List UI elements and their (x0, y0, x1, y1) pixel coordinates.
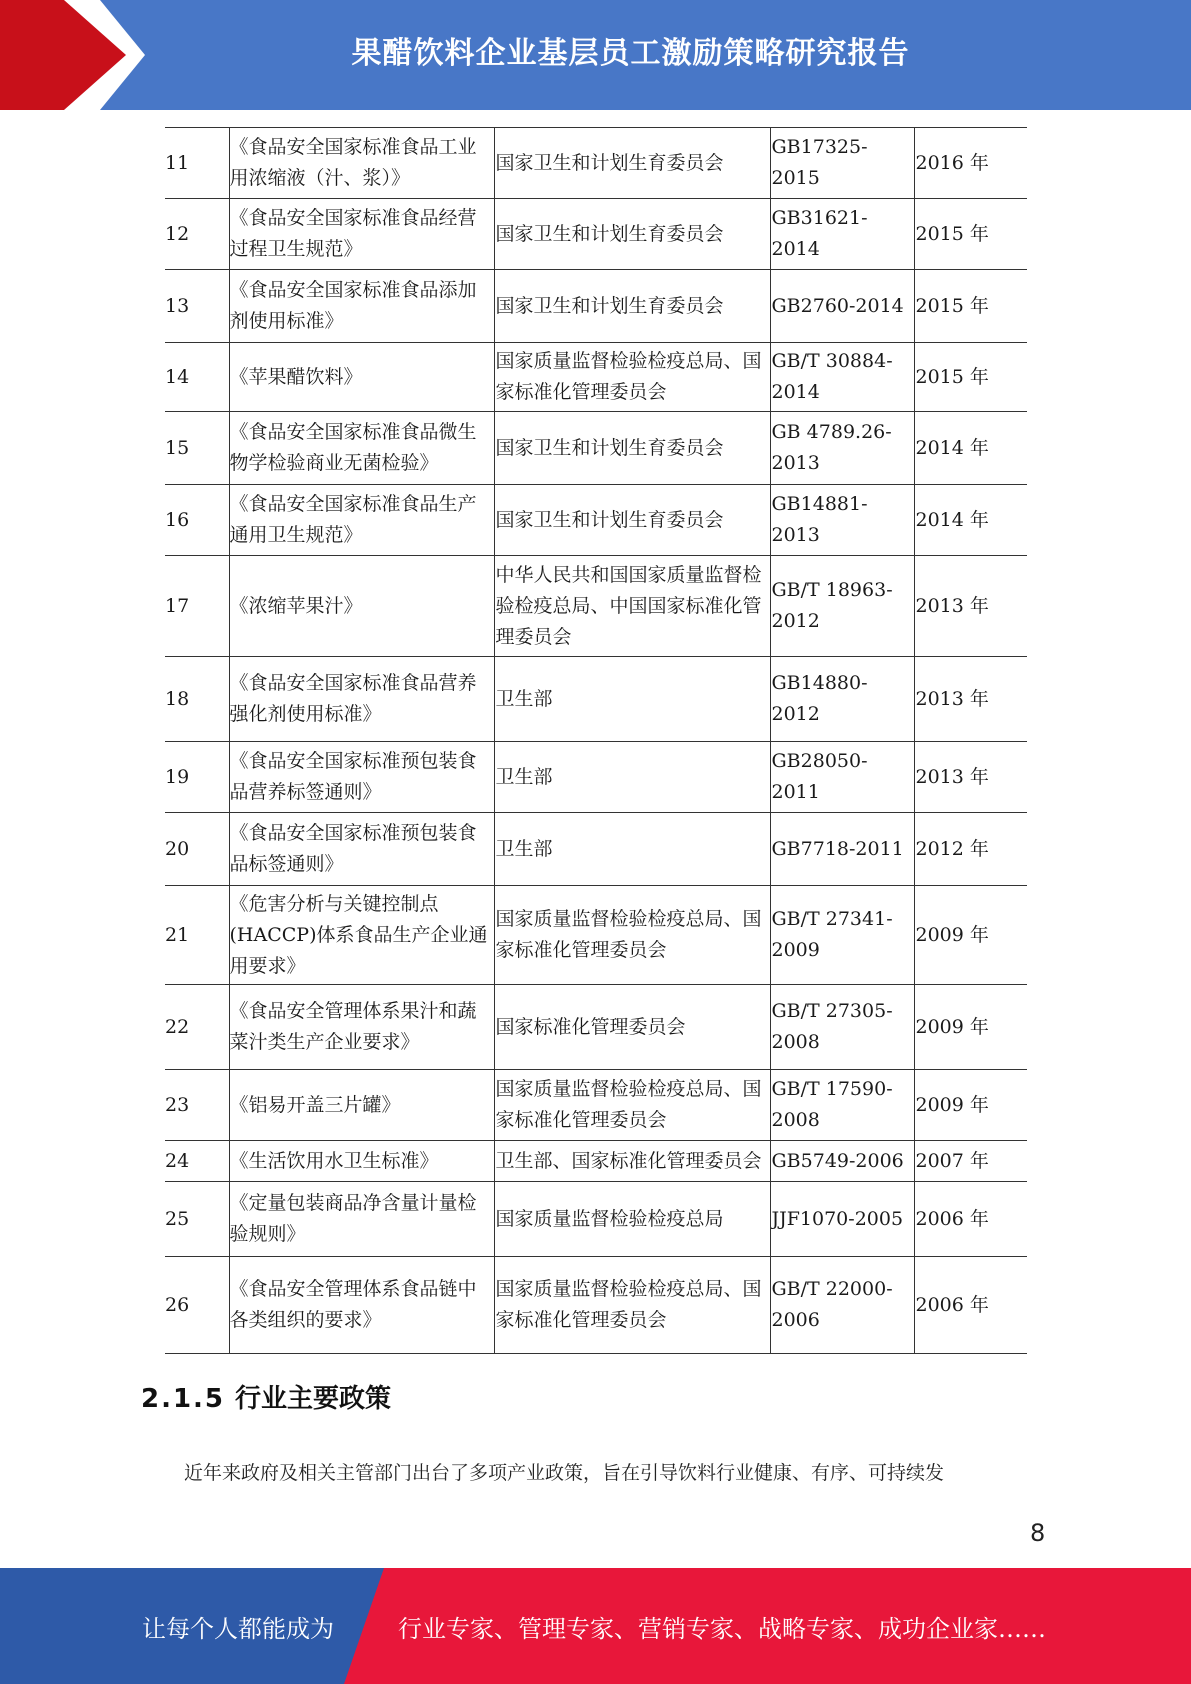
standard-name-cell (229, 1141, 494, 1182)
issuing-authority-cell (494, 886, 770, 985)
issuing-authority: 国家卫生和计划生育委员会 (495, 508, 724, 531)
standard-code-cell (770, 128, 914, 199)
row-number: 22 (165, 1015, 190, 1038)
arrow-logo-icon (0, 0, 160, 110)
row-number: 26 (165, 1293, 190, 1316)
publish-year: 2009 年 (915, 923, 989, 946)
standard-code: GB2760-2014 (771, 294, 904, 317)
table-row (165, 813, 1027, 886)
issuing-authority: 卫生部 (495, 837, 553, 860)
publish-year-cell (914, 270, 1027, 343)
row-number-cell (165, 199, 229, 270)
row-number-cell (165, 985, 229, 1070)
publish-year: 2015 年 (915, 222, 989, 245)
standard-name-cell (229, 813, 494, 886)
standard-name-cell (229, 343, 494, 412)
publish-year-cell (914, 1070, 1027, 1141)
publish-year-cell (914, 556, 1027, 657)
table-row (165, 657, 1027, 742)
publish-year: 2013 年 (915, 687, 989, 710)
standard-name: 《生活饮用水卫生标准》 (229, 1149, 439, 1172)
table-row (165, 270, 1027, 343)
row-number-cell (165, 128, 229, 199)
publish-year: 2016 年 (915, 151, 989, 174)
issuing-authority: 国家卫生和计划生育委员会 (495, 294, 724, 317)
report-title: 果醋饮料企业基层员工激励策略研究报告 (351, 36, 910, 71)
table-row (165, 556, 1027, 657)
publish-year-cell (914, 412, 1027, 485)
issuing-authority: 卫生部、国家标准化管理委员会 (495, 1149, 762, 1172)
row-number-cell (165, 485, 229, 556)
issuing-authority-cell (494, 1070, 770, 1141)
row-number: 12 (165, 222, 190, 245)
publish-year-cell (914, 343, 1027, 412)
standard-code-cell (770, 886, 914, 985)
row-number: 11 (165, 151, 190, 174)
issuing-authority-cell (494, 985, 770, 1070)
section-heading (141, 1378, 391, 1415)
publish-year-cell (914, 1257, 1027, 1354)
row-number: 17 (165, 594, 190, 617)
issuing-authority-cell (494, 270, 770, 343)
issuing-authority-cell (494, 343, 770, 412)
publish-year-cell (914, 886, 1027, 985)
row-number-cell (165, 270, 229, 343)
standard-name: 《食品安全管理体系食品链中各类组织的要求》 (229, 1278, 477, 1331)
row-number: 19 (165, 765, 190, 788)
issuing-authority-cell (494, 128, 770, 199)
issuing-authority: 卫生部 (495, 687, 553, 710)
publish-year-cell (914, 128, 1027, 199)
row-number: 25 (165, 1207, 190, 1230)
issuing-authority-cell (494, 1182, 770, 1257)
standard-code-cell (770, 1182, 914, 1257)
standard-code: GB/T 27305-2008 (771, 1000, 893, 1053)
row-number: 20 (165, 837, 190, 860)
standard-name: 《食品安全管理体系果汁和蔬菜汁类生产企业要求》 (229, 1000, 477, 1053)
standard-code-cell (770, 485, 914, 556)
row-number: 14 (165, 365, 190, 388)
table-row (165, 742, 1027, 813)
publish-year: 2015 年 (915, 365, 989, 388)
publish-year-cell (914, 485, 1027, 556)
standard-name-cell (229, 742, 494, 813)
standard-code: GB/T 27341-2009 (771, 908, 893, 961)
standard-code: GB31621-2014 (771, 207, 868, 260)
publish-year-cell (914, 742, 1027, 813)
standard-code: GB28050-2011 (771, 750, 868, 803)
standards-table-wrap (165, 127, 1027, 1354)
standard-code-cell (770, 556, 914, 657)
issuing-authority: 国家质量监督检验检疫总局、国家标准化管理委员会 (495, 1278, 762, 1331)
table-row (165, 199, 1027, 270)
standards-table (165, 127, 1027, 1354)
body-paragraph: 近年来政府及相关主管部门出台了多项产业政策，旨在引导饮料行业健康、有序、可持续发 (184, 1462, 945, 1484)
table-row (165, 1182, 1027, 1257)
standard-code: GB14880-2012 (771, 672, 868, 725)
standard-code-cell (770, 742, 914, 813)
standard-code: GB 4789.26-2013 (771, 421, 892, 474)
standard-code: GB/T 30884-2014 (771, 350, 893, 403)
standard-code: GB/T 18963-2012 (771, 579, 893, 632)
publish-year: 2006 年 (915, 1207, 989, 1230)
page-number: 8 (1030, 1519, 1046, 1547)
publish-year: 2006 年 (915, 1293, 989, 1316)
standard-name-cell (229, 985, 494, 1070)
standard-code-cell (770, 412, 914, 485)
standard-code: GB/T 22000-2006 (771, 1278, 893, 1331)
row-number-cell (165, 1257, 229, 1354)
standard-code-cell (770, 343, 914, 412)
row-number: 23 (165, 1093, 190, 1116)
standard-code: GB/T 17590-2008 (771, 1078, 893, 1131)
standard-name: 《浓缩苹果汁》 (229, 594, 363, 617)
footer-slogan-left: 让每个人都能成为 (142, 1614, 334, 1643)
issuing-authority-cell (494, 1257, 770, 1354)
row-number-cell (165, 1182, 229, 1257)
standard-name-cell (229, 412, 494, 485)
issuing-authority: 卫生部 (495, 765, 553, 788)
issuing-authority: 中华人民共和国国家质量监督检验检疫总局、中国国家标准化管理委员会 (495, 563, 762, 648)
standard-code: JJF1070-2005 (771, 1207, 904, 1230)
standard-name: 《食品安全国家标准预包装食品营养标签通则》 (229, 750, 477, 803)
issuing-authority: 国家卫生和计划生育委员会 (495, 222, 724, 245)
row-number-cell (165, 742, 229, 813)
row-number-cell (165, 886, 229, 985)
table-row (165, 1070, 1027, 1141)
issuing-authority: 国家质量监督检验检疫总局、国家标准化管理委员会 (495, 1078, 762, 1131)
issuing-authority: 国家质量监督检验检疫总局 (495, 1207, 724, 1230)
issuing-authority: 国家质量监督检验检疫总局、国家标准化管理委员会 (495, 350, 762, 403)
table-row (165, 886, 1027, 985)
issuing-authority-cell (494, 657, 770, 742)
issuing-authority-cell (494, 412, 770, 485)
row-number: 15 (165, 436, 190, 459)
page-footer (0, 1568, 1191, 1684)
row-number: 24 (165, 1149, 190, 1172)
standard-name-cell (229, 270, 494, 343)
table-row (165, 485, 1027, 556)
row-number: 16 (165, 508, 190, 531)
issuing-authority: 国家质量监督检验检疫总局、国家标准化管理委员会 (495, 908, 762, 961)
row-number: 13 (165, 294, 190, 317)
section-number: 2.1.5 (141, 1384, 226, 1414)
table-row (165, 1257, 1027, 1354)
standard-code-cell (770, 199, 914, 270)
standard-name-cell (229, 886, 494, 985)
standard-name: 《食品安全国家标准食品生产通用卫生规范》 (229, 493, 477, 546)
standard-name: 《食品安全国家标准食品添加剂使用标准》 (229, 279, 477, 332)
publish-year-cell (914, 657, 1027, 742)
standard-name-cell (229, 556, 494, 657)
standard-code-cell (770, 1141, 914, 1182)
issuing-authority: 国家卫生和计划生育委员会 (495, 436, 724, 459)
publish-year: 2015 年 (915, 294, 989, 317)
standard-name: 《苹果醋饮料》 (229, 365, 363, 388)
standard-name-cell (229, 199, 494, 270)
footer-slogan-right: 行业专家、管理专家、营销专家、战略专家、成功企业家…… (398, 1614, 1046, 1643)
publish-year-cell (914, 199, 1027, 270)
row-number: 18 (165, 687, 190, 710)
row-number-cell (165, 343, 229, 412)
standard-name: 《食品安全国家标准食品工业用浓缩液（汁、浆）》 (229, 136, 477, 189)
standard-name-cell (229, 1182, 494, 1257)
page-header (0, 0, 1191, 110)
standard-name-cell (229, 485, 494, 556)
issuing-authority-cell (494, 1141, 770, 1182)
row-number-cell (165, 813, 229, 886)
table-row (165, 343, 1027, 412)
standard-code-cell (770, 1070, 914, 1141)
publish-year: 2009 年 (915, 1015, 989, 1038)
standard-code: GB17325-2015 (771, 136, 868, 189)
table-row (165, 128, 1027, 199)
publish-year: 2014 年 (915, 436, 989, 459)
standard-name-cell (229, 128, 494, 199)
publish-year: 2007 年 (915, 1149, 989, 1172)
publish-year-cell (914, 1182, 1027, 1257)
row-number: 21 (165, 923, 190, 946)
publish-year-cell (914, 813, 1027, 886)
standard-code-cell (770, 657, 914, 742)
issuing-authority-cell (494, 199, 770, 270)
standard-name-cell (229, 657, 494, 742)
row-number-cell (165, 1141, 229, 1182)
publish-year: 2014 年 (915, 508, 989, 531)
publish-year: 2009 年 (915, 1093, 989, 1116)
standard-code-cell (770, 270, 914, 343)
row-number-cell (165, 657, 229, 742)
table-row (165, 412, 1027, 485)
issuing-authority-cell (494, 485, 770, 556)
standard-name: 《定量包装商品净含量计量检验规则》 (229, 1192, 477, 1245)
standard-name-cell (229, 1257, 494, 1354)
standard-name: 《危害分析与关键控制点(HACCP)体系食品生产企业通用要求》 (229, 892, 488, 977)
standard-name: 《食品安全国家标准食品营养强化剂使用标准》 (229, 672, 477, 725)
issuing-authority: 国家标准化管理委员会 (495, 1015, 686, 1038)
table-row (165, 985, 1027, 1070)
publish-year-cell (914, 1141, 1027, 1182)
standard-name: 《铝易开盖三片罐》 (229, 1093, 401, 1116)
standard-code: GB7718-2011 (771, 837, 904, 860)
publish-year: 2012 年 (915, 837, 989, 860)
row-number-cell (165, 412, 229, 485)
standard-name: 《食品安全国家标准预包装食品标签通则》 (229, 822, 477, 875)
section-title: 行业主要政策 (235, 1384, 392, 1414)
publish-year-cell (914, 985, 1027, 1070)
issuing-authority-cell (494, 556, 770, 657)
standard-code-cell (770, 985, 914, 1070)
publish-year: 2013 年 (915, 765, 989, 788)
standard-name-cell (229, 1070, 494, 1141)
standard-name: 《食品安全国家标准食品微生物学检验商业无菌检验》 (229, 421, 477, 474)
standard-code-cell (770, 813, 914, 886)
issuing-authority-cell (494, 813, 770, 886)
standard-name: 《食品安全国家标准食品经营过程卫生规范》 (229, 207, 477, 260)
row-number-cell (165, 556, 229, 657)
issuing-authority: 国家卫生和计划生育委员会 (495, 151, 724, 174)
table-row (165, 1141, 1027, 1182)
row-number-cell (165, 1070, 229, 1141)
publish-year: 2013 年 (915, 594, 989, 617)
standard-code: GB14881-2013 (771, 493, 868, 546)
issuing-authority-cell (494, 742, 770, 813)
standard-code-cell (770, 1257, 914, 1354)
standard-code: GB5749-2006 (771, 1149, 904, 1172)
